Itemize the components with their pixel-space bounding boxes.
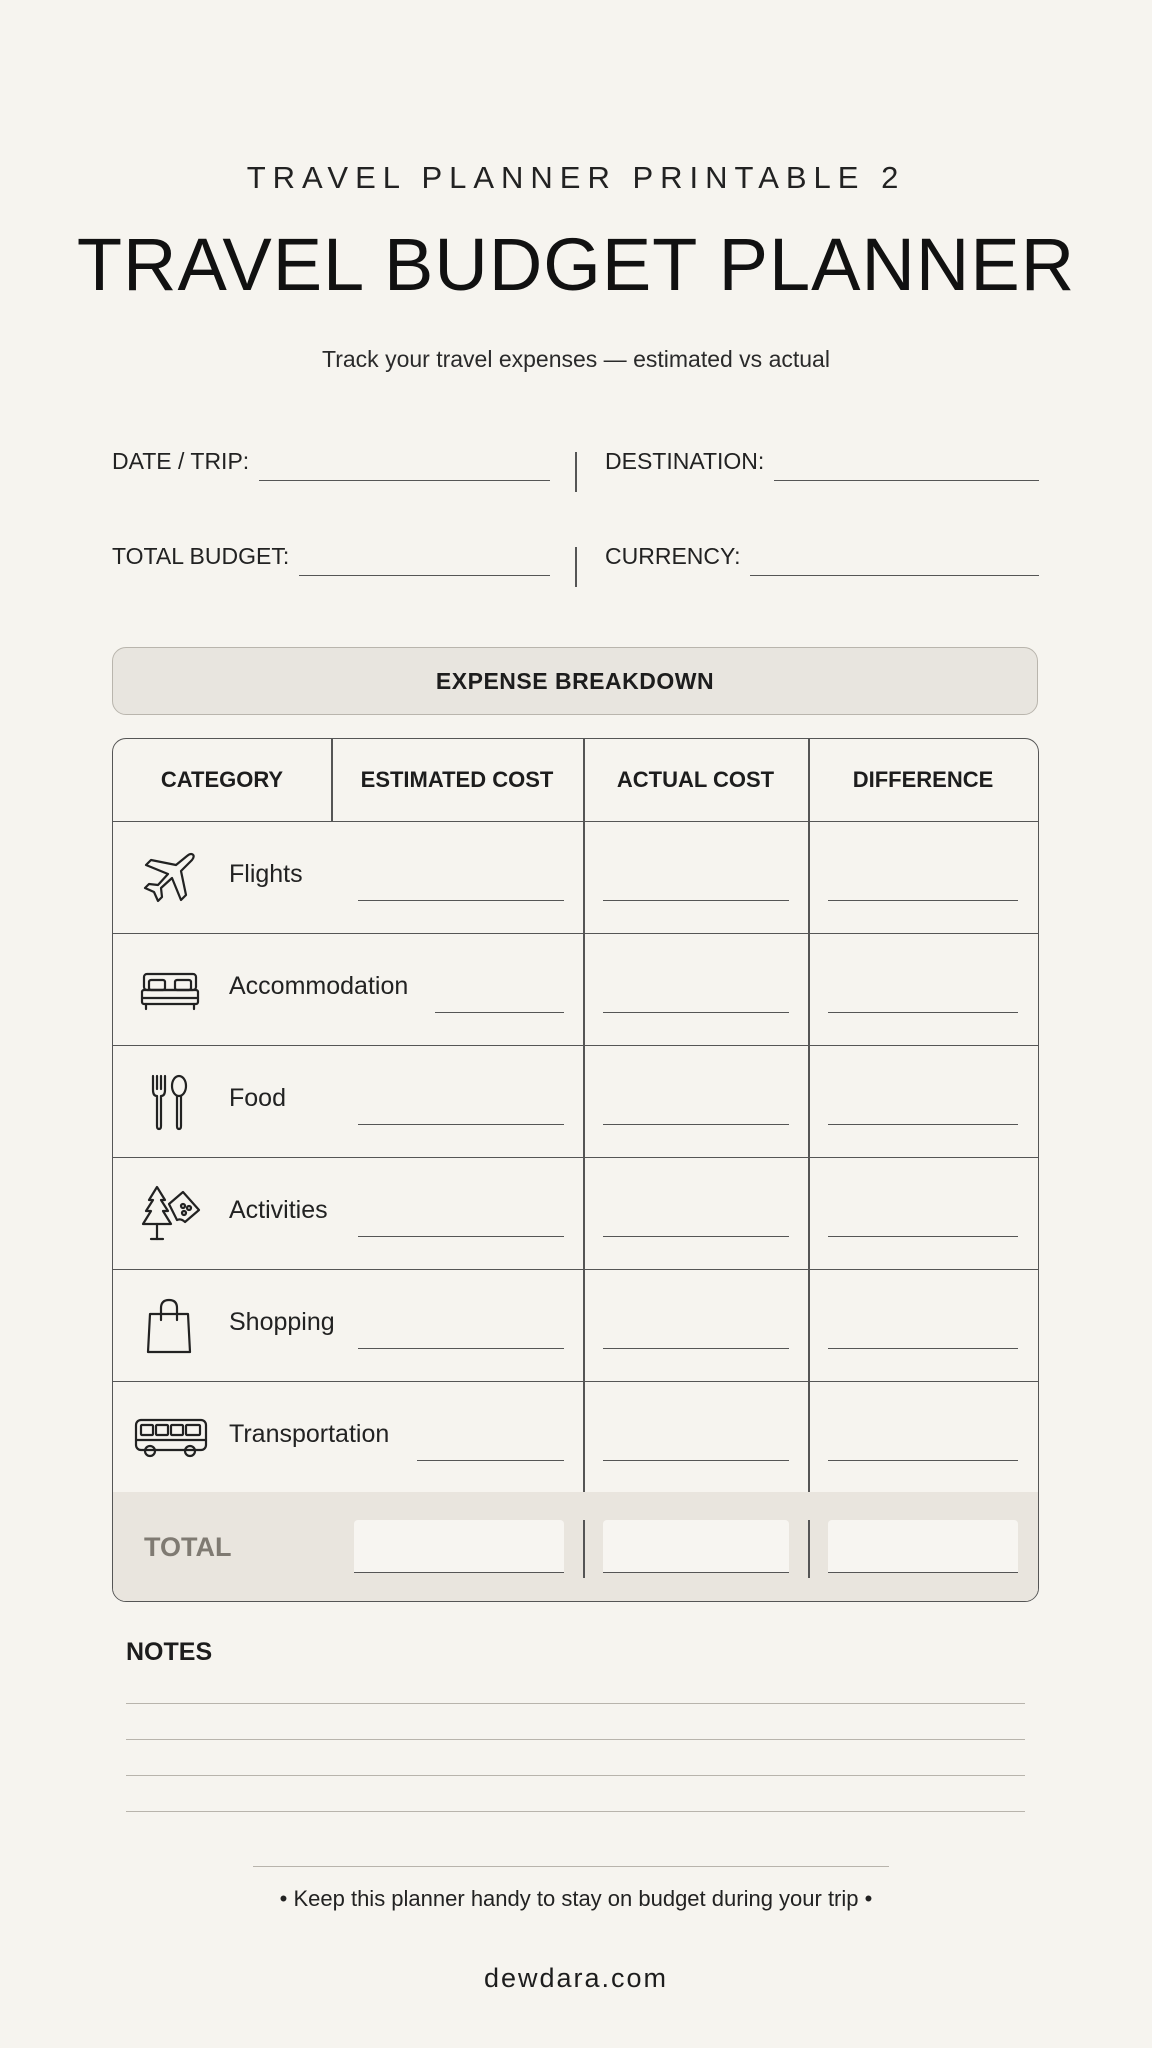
page-title: TRAVEL BUDGET PLANNER xyxy=(76,223,1076,306)
difference-line[interactable] xyxy=(828,1012,1018,1013)
estimated-cost-line[interactable] xyxy=(435,1012,564,1013)
category-label-activities: Activities xyxy=(229,1196,328,1224)
table-row-shopping xyxy=(113,1270,1038,1382)
difference-line[interactable] xyxy=(828,1348,1018,1349)
table-row-accommodation xyxy=(113,934,1038,1046)
shopping-bag-icon xyxy=(139,1296,199,1356)
table-header xyxy=(113,739,1038,822)
currency-label: CURRENCY: xyxy=(605,543,741,569)
actual-total-box[interactable] xyxy=(603,1520,789,1573)
estimated-cost-line[interactable] xyxy=(358,1348,564,1349)
tree-ticket-icon xyxy=(139,1184,199,1244)
column-header-estimated: ESTIMATED COST xyxy=(360,767,554,792)
total-budget-input-line[interactable] xyxy=(299,545,550,576)
actual-cost-line[interactable] xyxy=(603,900,789,901)
difference-line[interactable] xyxy=(828,900,1018,901)
field-divider xyxy=(575,452,577,492)
difference-line[interactable] xyxy=(828,1124,1018,1125)
column-header-actual: ACTUAL COST xyxy=(616,767,775,792)
column-divider xyxy=(331,739,333,822)
total-label: TOTAL xyxy=(144,1532,232,1562)
category-label-flights: Flights xyxy=(229,860,303,888)
table-row-flights xyxy=(113,822,1038,934)
currency-field[interactable] xyxy=(605,543,1039,576)
kicker-heading: TRAVEL PLANNER PRINTABLE 2 xyxy=(246,160,906,195)
destination-field[interactable] xyxy=(605,448,1039,481)
total-budget-field[interactable] xyxy=(112,543,550,576)
field-divider xyxy=(575,547,577,587)
category-label-transportation: Transportation xyxy=(229,1420,390,1448)
estimated-cost-line[interactable] xyxy=(358,1236,564,1237)
notes-line[interactable] xyxy=(126,1739,1025,1740)
table-row-food xyxy=(113,1046,1038,1158)
category-label-food: Food xyxy=(229,1084,286,1112)
notes-line[interactable] xyxy=(126,1703,1025,1704)
footer-divider xyxy=(253,1866,889,1867)
expense-table xyxy=(112,738,1039,1602)
column-header-difference: DIFFERENCE xyxy=(852,767,994,792)
actual-cost-line[interactable] xyxy=(603,1012,789,1013)
destination-input-line[interactable] xyxy=(774,450,1039,481)
notes-line[interactable] xyxy=(126,1811,1025,1812)
fork-spoon-icon xyxy=(139,1072,199,1132)
actual-cost-line[interactable] xyxy=(603,1348,789,1349)
difference-line[interactable] xyxy=(828,1460,1018,1461)
date-trip-field[interactable] xyxy=(112,448,550,481)
total-budget-label: TOTAL BUDGET: xyxy=(112,543,290,569)
bus-icon xyxy=(133,1408,209,1468)
date-trip-label: DATE / TRIP: xyxy=(112,448,250,474)
estimated-total-box[interactable] xyxy=(354,1520,564,1573)
difference-total-box[interactable] xyxy=(828,1520,1018,1573)
table-row-total xyxy=(113,1492,1038,1602)
table-row-activities xyxy=(113,1158,1038,1270)
actual-cost-line[interactable] xyxy=(603,1236,789,1237)
notes-line[interactable] xyxy=(126,1775,1025,1776)
actual-cost-line[interactable] xyxy=(603,1124,789,1125)
estimated-cost-line[interactable] xyxy=(358,900,564,901)
actual-cost-line[interactable] xyxy=(603,1460,789,1461)
estimated-cost-line[interactable] xyxy=(358,1124,564,1125)
destination-label: DESTINATION: xyxy=(605,448,765,474)
page-subtitle: Track your travel expenses — estimated vs actual xyxy=(322,346,830,372)
bed-icon xyxy=(139,960,199,1020)
category-label-shopping: Shopping xyxy=(229,1308,335,1336)
difference-line[interactable] xyxy=(828,1236,1018,1237)
expense-breakdown-heading: EXPENSE BREAKDOWN xyxy=(112,647,1038,715)
column-divider xyxy=(808,1520,810,1578)
column-divider xyxy=(583,1520,585,1578)
footer-note: • Keep this planner handy to stay on budget during your trip • xyxy=(279,1886,873,1911)
estimated-cost-line[interactable] xyxy=(417,1460,564,1461)
table-row-transportation xyxy=(113,1382,1038,1494)
column-header-category: CATEGORY xyxy=(160,767,284,792)
airplane-icon xyxy=(139,848,199,908)
currency-input-line[interactable] xyxy=(750,545,1039,576)
notes-heading: NOTES xyxy=(126,1638,213,1666)
site-url: dewdara.com xyxy=(483,1963,669,1993)
date-trip-input-line[interactable] xyxy=(259,450,550,481)
category-label-accommodation: Accommodation xyxy=(229,972,409,1000)
